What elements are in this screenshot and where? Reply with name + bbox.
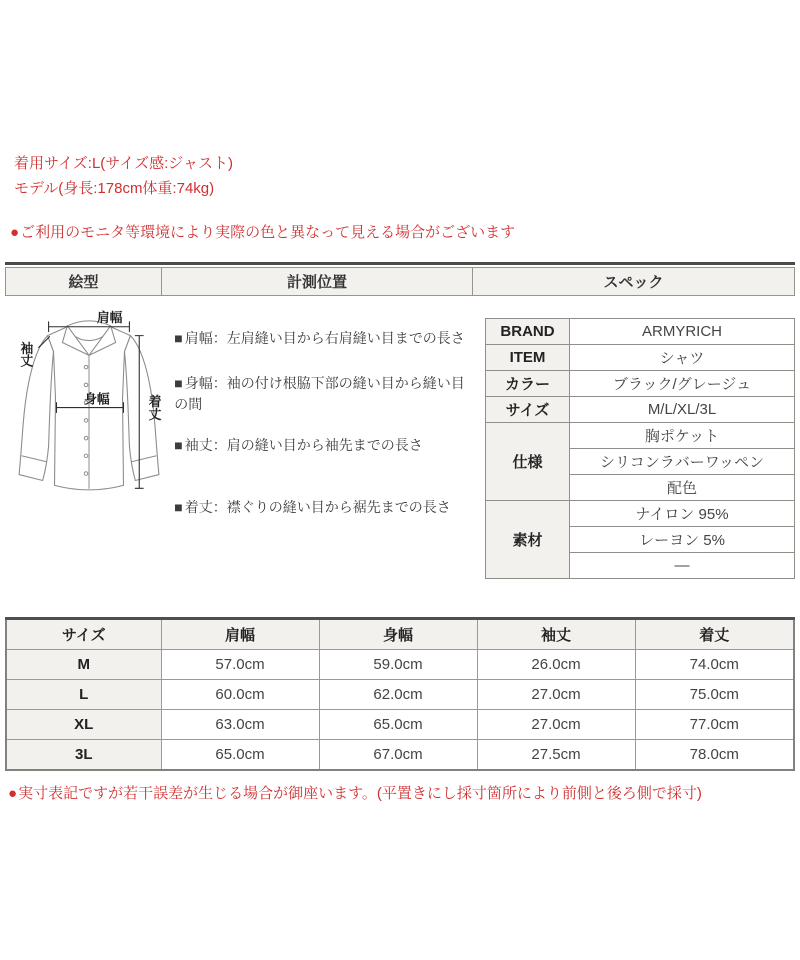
size-chart-value: 27.0cm — [477, 680, 635, 710]
table-row — [6, 710, 794, 740]
size-chart-size: 3L — [6, 740, 161, 771]
size-chart-value: 65.0cm — [161, 740, 319, 771]
size-chart-value: 26.0cm — [477, 650, 635, 680]
spec-value: 胸ポケット — [570, 423, 795, 449]
size-chart-value: 57.0cm — [161, 650, 319, 680]
info-section — [5, 262, 795, 579]
size-chart-value: 78.0cm — [635, 740, 794, 771]
size-chart-value: 59.0cm — [319, 650, 477, 680]
spec-value: シャツ — [570, 345, 795, 371]
size-chart-value: 27.5cm — [477, 740, 635, 771]
section-top-rule — [5, 262, 795, 265]
header-measuring-position: 計測位置 — [161, 268, 473, 295]
table-row — [6, 650, 794, 680]
measure-item-text: 袖丈：肩の縫い目から袖先までの長さ — [184, 437, 423, 453]
monitor-color-note — [10, 221, 515, 242]
size-chart-header: 着丈 — [635, 619, 794, 650]
model-fit-notes — [14, 151, 233, 201]
size-chart-value: 65.0cm — [319, 710, 477, 740]
spec-label: 仕様 — [486, 423, 570, 501]
size-chart-header: 袖丈 — [477, 619, 635, 650]
spec-value: レーヨン 5% — [570, 527, 795, 553]
measure-item-text: 身幅：袖の付け根脇下部の縫い目から縫い目 — [184, 375, 465, 391]
size-chart-header: サイズ — [6, 619, 161, 650]
measuring-positions — [172, 296, 479, 542]
measure-item-sleeve — [174, 435, 475, 456]
info-section-body — [5, 296, 795, 579]
size-chart-value: 77.0cm — [635, 710, 794, 740]
measure-item-body-width — [174, 373, 475, 415]
spec-value: M/L/XL/3L — [570, 397, 795, 423]
table-row — [486, 423, 795, 449]
header-spec: スペック — [603, 274, 664, 291]
square-bullet-icon: ■ — [174, 437, 183, 453]
size-chart-header: 肩幅 — [161, 619, 319, 650]
size-chart-value: 60.0cm — [161, 680, 319, 710]
measure-item-text-line2: の間 — [174, 396, 203, 412]
wearing-size-note: 着用サイズ:L(サイズ感:ジャスト) — [14, 155, 233, 172]
table-row — [486, 345, 795, 371]
table-row — [486, 397, 795, 423]
shirt-sketch — [9, 310, 169, 512]
size-chart-header: 身幅 — [319, 619, 477, 650]
size-chart-value: 62.0cm — [319, 680, 477, 710]
table-row — [486, 371, 795, 397]
spec-table — [485, 318, 795, 579]
shirt-diagram — [5, 296, 172, 512]
size-chart-size: L — [6, 680, 161, 710]
spec-value: シリコンラバーワッペン — [570, 449, 795, 475]
measure-item-text: 肩幅：左肩縫い目から右肩縫い目までの長さ — [184, 330, 465, 346]
measurement-disclaimer-note — [8, 782, 702, 803]
spec-label: BRAND — [486, 319, 570, 345]
size-chart-value: 27.0cm — [477, 710, 635, 740]
spec-label: カラー — [486, 371, 570, 397]
circle-bullet-icon: ● — [10, 224, 20, 241]
sleeve-length-label: 袖丈 — [18, 341, 34, 368]
spec-label: ITEM — [486, 345, 570, 371]
measurement-disclaimer-text: 実寸表記ですが若干誤差が生じる場合が御座います。(平置きにし採寸箇所により前側と後ろ側で採寸) — [18, 785, 702, 802]
size-chart-value: 74.0cm — [635, 650, 794, 680]
size-chart-value: 75.0cm — [635, 680, 794, 710]
spec-label: サイズ — [486, 397, 570, 423]
square-bullet-icon: ■ — [174, 375, 183, 391]
header-illustration: 絵型 — [68, 274, 99, 291]
measure-item-text: 着丈：襟ぐりの縫い目から裾先までの長さ — [184, 499, 451, 515]
table-row — [486, 501, 795, 527]
size-chart-size: M — [6, 650, 161, 680]
square-bullet-icon: ■ — [174, 499, 183, 515]
measure-item-length — [174, 497, 475, 518]
spec-value: 配色 — [570, 475, 795, 501]
spec-value: ナイロン 95% — [570, 501, 795, 527]
spec-label: 素材 — [486, 501, 570, 579]
spec-column — [479, 296, 795, 579]
shoulder-width-label: 肩幅 — [96, 310, 123, 325]
table-row — [6, 680, 794, 710]
size-chart-value: 67.0cm — [319, 740, 477, 771]
monitor-color-note-text: ご利用のモニタ等環境により実際の色と異なって見える場合がございます — [20, 224, 516, 241]
model-spec-note: モデル(身長:178cm体重:74kg) — [14, 180, 215, 197]
table-row — [486, 319, 795, 345]
size-chart-table — [5, 617, 795, 771]
body-width-label: 身幅 — [84, 391, 110, 407]
spec-value: ブラック/グレージュ — [570, 371, 795, 397]
total-length-label: 着丈 — [146, 394, 162, 421]
info-section-header — [5, 267, 795, 296]
measure-item-shoulder — [174, 328, 475, 349]
spec-value: — — [570, 553, 795, 579]
square-bullet-icon: ■ — [174, 330, 183, 346]
circle-bullet-icon: ● — [8, 785, 18, 802]
size-chart-size: XL — [6, 710, 161, 740]
table-row — [6, 619, 794, 650]
spec-value: ARMYRICH — [570, 319, 795, 345]
table-row — [6, 740, 794, 771]
size-chart-value: 63.0cm — [161, 710, 319, 740]
